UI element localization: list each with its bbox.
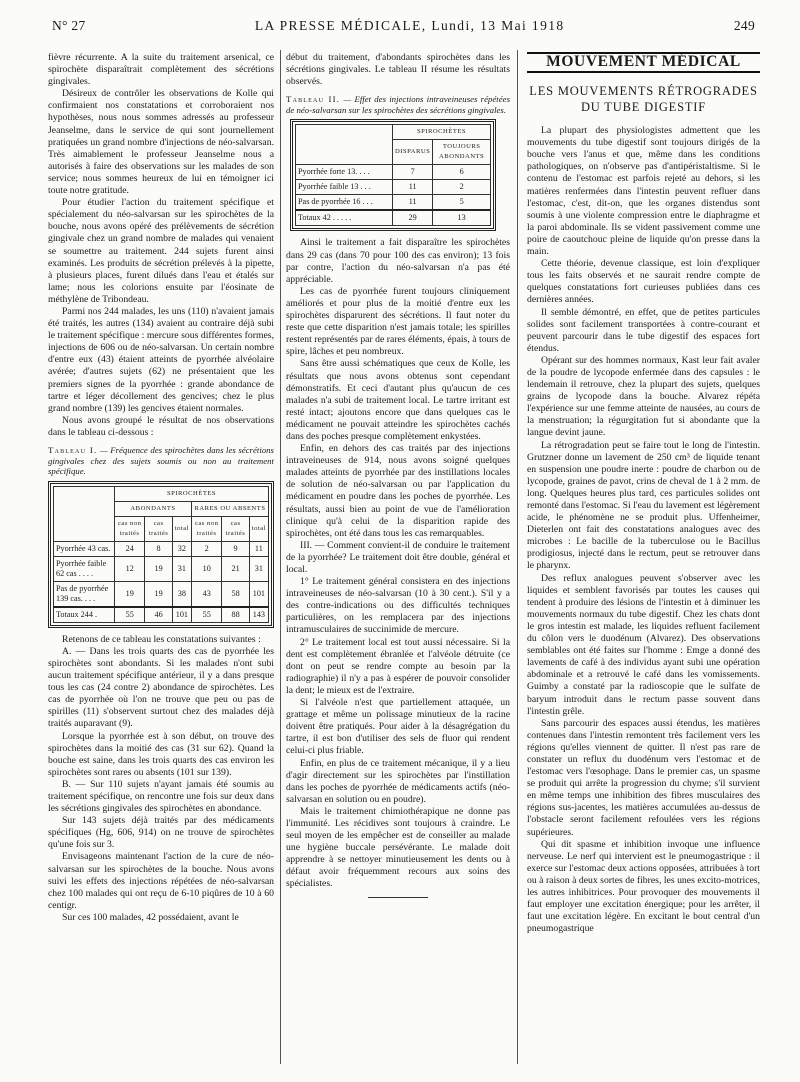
- cell: 5: [433, 195, 491, 211]
- table-1-col-header: cas non traités: [191, 516, 221, 541]
- cell: 31: [249, 556, 268, 581]
- column-rule-1: [280, 50, 281, 1064]
- row-label: Totaux 42 . . . . .: [296, 210, 393, 226]
- table-1-group-header: SPIROCHÈTES: [115, 486, 269, 501]
- table-1-subheader-rare: RARES OU ABSENTS: [191, 501, 268, 516]
- table-1-col-header: total: [172, 516, 191, 541]
- cell: 13: [433, 210, 491, 226]
- page-header: [52, 18, 755, 36]
- paragraph: Pour étudier l'action du traitement spécifique et spécialement du néo-salvarsan sur les spirochètes de la bouche, nous avons opéré des prélèvements de sécrétion gingivale chez un grand nombre de malades qui venaient se soumettre au traitement. 244 sujets furent ainsi examinés. Les produits de sécrétion prélevés à la pipette, à plusieurs places, furent dilués dans l'eau et étalés sur lame; nous les colorions ensuite par l'éosinate de méthylène de Tribondeau.: [48, 197, 274, 305]
- table-2-frame: [290, 119, 496, 231]
- cell: 8: [145, 541, 172, 556]
- paragraph: Sur 143 sujets déjà traités par des médicaments spécifiques (Hg, 606, 914) on ne trouve de spirochètes qu'une fois sur 3.: [48, 815, 274, 851]
- paragraph: Opérant sur des hommes normaux, Kast leur fait avaler de la poudre de lycopode enfermée dans des capsules : le lendemain il retrouve, chez la plupart des sujets, quelques grains de lycopode dans la bouche. Alvarez répéta l'expérience sur une femme atteinte de nausées, au cours de la menstruation; la régurgitation fut si abondante que la langue devint jaune.: [527, 354, 760, 439]
- cell: 11: [249, 541, 268, 556]
- paragraph: début du traitement, d'abondants spirochètes dans les sécrétions gingivales. Le tableau II résume les résultats observés.: [286, 52, 510, 88]
- table-2-group-header: SPIROCHÈTES: [393, 125, 491, 140]
- cell: 88: [222, 607, 249, 623]
- table-row: [296, 180, 491, 195]
- table-1-subheader-abundant: ABONDANTS: [115, 501, 192, 516]
- paragraph: La rétrogradation peut se faire tout le long de l'intestin. Grutzner donne un lavement de 250 cm³ de liquide tenant en suspension une poudre inerte : poudre de charbon ou de lycopode, graines de pavot, crins de cheval de 1 à 2 mm. de long. Quelques heures plus tard, ces particules solides ont remonté dans l'estomac. Si l'eau du lavement est légèrement acide, le phénomène ne se produit plus. Uffenheimer, Dieterlen ont fait des constatations analogues avec des microbes : Le bacille de la tuberculose ou le Bacillus prodigiosus, injecté dans le rectum, peut se retrouver dans le pharynx.: [527, 439, 760, 572]
- paragraph: Cette théorie, devenue classique, est loin d'expliquer tous les faits observés et ne saurait rendre compte de quelques constatations fort curieuses publiées dans ces dernières années.: [527, 258, 760, 306]
- cell: 9: [222, 541, 249, 556]
- paragraph: fièvre récurrente. A la suite du traitement arsenical, ce spirochète disparaîtrait complètement des sécrétions gingivales.: [48, 52, 274, 88]
- table-1-col-header: total: [249, 516, 268, 541]
- paragraph: B. — Sur 110 sujets n'ayant jamais été soumis au traitement spécifique, on rencontre une fois sur deux dans les sécrétions gingivales des spirochètes en abondance.: [48, 778, 274, 815]
- row-label: Pyorrhée faible 13 . . .: [296, 180, 393, 195]
- cell: 46: [145, 607, 172, 623]
- table-1-label: Tableau I.: [48, 445, 98, 455]
- table-total-row: [54, 607, 269, 623]
- cell: 21: [222, 556, 249, 581]
- row-label: Totaux 244 .: [54, 607, 115, 623]
- table-1-col-header: cas traités: [145, 516, 172, 541]
- table-1-corner: [54, 486, 115, 541]
- table-2-caption: [286, 94, 510, 115]
- cell: 11: [393, 180, 433, 195]
- paragraph: Des reflux analogues peuvent s'observer avec les liquides et semblent favorisés par toutes les causes qui tendent à produire des lésions de l'intestin et à diminuer les mouvements normaux du tube digestif. Chez les chats dont le gros intestin est malade, les liquides refluent facilement du côlon vers le duodénum (Alvarez). Des observations semblables ont été faites sur l'homme : Emge a donné des lavements de café à des individus ayant subi une opération abdominale et a retrouvé le café dans les vomissements. Guimby a constaté par la radioscopie que le sulfate de baryum introduit dans le rectum passe souvent dans l'intestin grêle.: [527, 572, 760, 717]
- cell: 10: [191, 556, 221, 581]
- cell: 19: [145, 556, 172, 581]
- column-1: [48, 52, 274, 924]
- table-row: [54, 541, 269, 556]
- column-3: [527, 52, 760, 935]
- paragraph: III. — Comment convient-il de conduire le traitement de la pyorrhée? Le traitement doit être double, général et local.: [286, 539, 510, 575]
- row-label: Pyorrhée faible 62 cas . . . .: [54, 556, 115, 581]
- paragraph: Lorsque la pyorrhée est à son début, on trouve des spirochètes dans la moitié des cas (31 sur 62). Quand la bouche est saine, dans les trois quarts des cas environ les spirochètes sont rares ou absents (101 sur 139).: [48, 730, 274, 778]
- paragraph: La plupart des physiologistes admettent que les mouvements du tube digestif sont toujours dirigés de la bouche vers l'anus et que, même dans les conditions pathologiques, on n'observe pas d'antipéristaltisme. Si le contenu de l'estomac est parfois rejeté au dehors, si les matières renfermées dans l'intestin peuvent refluer dans l'estomac, c'est, dit-on, que les organes distendus sont soumis à une violente compression entre le diaphragme et la paroi abdominale. Ils se vident passivement comme une poire de caoutchouc pleine de liquide qu'on presse dans la main.: [527, 125, 760, 258]
- paragraph: Qui dit spasme et inhibition invoque une influence nerveuse. Le nerf qui intervient est le pneumogastrique : il exerce sur l'estomac deux actions opposées, attribuées à tort ou à raison à deux sortes de fibres, les unes excito-motrices, les autres inhibitrices. Pour provoquer des mouvements il faut employer une excitation énergique; pour les arrêter, il faut une excitation légère. En excitant le bout central d'un pneumogastrique: [527, 838, 760, 935]
- cell: 7: [393, 165, 433, 180]
- cell: 38: [172, 581, 191, 607]
- paragraph: Retenons de ce tableau les constatations suivantes :: [62, 633, 261, 645]
- table-row: [296, 195, 491, 211]
- paragraph: A. — Dans les trois quarts des cas de pyorrhée les spirochètes sont abondants. Si les malades n'ont subi aucun traitement spécifique antérieur, il y a dans presque tous les cas (24 contre 2) abondance de spirochètes. Les cas de pyorrhée où l'on ne trouve que peu ou pas de spirilles (11) s'observent surtout chez des malades déjà traités auparavant (9).: [48, 645, 274, 730]
- paragraph: Parmi nos 244 malades, les uns (110) n'avaient jamais été traités, les autres (134) avaient au contraire déjà subi le traitement spécifique : mercure sous différentes formes, injections de 606 ou de néo-salvarsan. Un certain nombre d'entre eux (43) étaient atteints de pyorrhée alvéolaire avérée; d'autres sujets (62) ne présentaient que les premiers signes de la pyorrhée : grande abondance de tartre et léger décollement des gencives; chez le plus grand nombre (139) les gencives étaient normales.: [48, 305, 274, 414]
- cell: 55: [115, 607, 145, 623]
- table-total-row: [296, 210, 491, 226]
- cell: 11: [393, 195, 433, 211]
- paragraph: Mais le traitement chimiothérapique ne donne pas l'immunité. Les récidives sont toujours à craindre. Le seul moyen de les empêcher est de conseiller au malade une hygiène buccale persévérante. Le malade doit apprendre à se nettoyer minutieusement les dents ou à défaut avoir fréquemment recours aux soins des spécialistes.: [286, 805, 510, 890]
- cell: 43: [191, 581, 221, 607]
- masthead-title: LA PRESSE MÉDICALE, Lundi, 13 Mai 1918: [254, 18, 565, 33]
- table-2-caption-text: — Effet des injections intraveineuses répétées de néo-salvarsan sur les spirochètes des sécrétions gingivales.: [286, 94, 510, 115]
- cell: 19: [145, 581, 172, 607]
- table-1-caption-text: — Fréquence des spirochètes dans les sécrétions gingivales chez des sujets soumis ou non au traitement spécifique.: [48, 445, 274, 477]
- section-heading: MOUVEMENT MÉDICAL: [527, 52, 760, 73]
- paragraph: Il semble démontré, en effet, que de petites particules solides sont facilement transportées à contre-courant et peuvent parcourir dans le tube digestif des espaces fort étendus.: [527, 306, 760, 354]
- cell: 12: [115, 556, 145, 581]
- paragraph: 2° Le traitement local est tout aussi nécessaire. Si la dent est complètement ébranlée et l'alvéole détruite (ce dont on peut se rendre compte au besoin par la radiographie) il n'y a pas à espérer de pouvoir consolider la dent; le mieux est de l'extraire.: [286, 636, 510, 696]
- paragraph: Enfin, en dehors des cas traités par des injections intraveineuses de 914, nous avons soigné quelques malades atteints de pyorrhée par des instillations locales de solution de néo-salvarsan ou par l'application du médicament en poudre dans les poches de pyorrhée. Les résultats, aussi bien au point de vue de l'amélioration clinique qu'à celui de la disparition rapide des spirochètes, ont été dans tous les cas remarquables.: [286, 443, 510, 539]
- row-label: Pyorrhée 43 cas.: [54, 541, 115, 556]
- table-2: [295, 124, 491, 226]
- column-2: [286, 52, 510, 904]
- paragraph: Enfin, en plus de ce traitement mécanique, il y a lieu d'agir directement sur les spirochètes par l'instillation dans les poches de pyorrhée de médicaments actifs (néo-salvarsan en solution ou en poudre).: [286, 757, 510, 805]
- paragraph: Si l'alvéole n'est que partiellement attaquée, un grattage et même un polissage minutieux de la racine doivent être pratiqués. Pour aider à la désagrégation du tartre, il est bon d'utiliser des sels de fluor qui rendent celui-ci plus friable.: [286, 697, 510, 757]
- column-rule-2: [517, 50, 518, 1064]
- cell: 143: [249, 607, 268, 623]
- table-row: [54, 556, 269, 581]
- table-2-col-header: TOUJOURS ABONDANTS: [433, 140, 491, 165]
- cell: 55: [191, 607, 221, 623]
- issue-number: N° 27: [52, 18, 86, 33]
- cell: 32: [172, 541, 191, 556]
- cell: 2: [433, 180, 491, 195]
- paragraph: Envisageons maintenant l'action de la cure de néo-salvarsan sur les spirochètes de la bouche. Nous avons suivi les effets des injections répétées de néo-salvarsan chez 100 malades qui ont reçu de 6-10 piqûres de 10 à 60 centigr.: [48, 851, 274, 911]
- article-title: LES MOUVEMENTS RÉTROGRADES DU TUBE DIGESTIF: [529, 84, 758, 115]
- paragraph: Sans être aussi schématiques que ceux de Kolle, les résultats que nous avons obtenus sont cependant démonstratifs. Et ceci d'autant plus qu'aucun de ces malades n'a subi de traitement local. Le tartre irritant est resté intact; ajoutons encore que dans quelques cas le médicament ne pouvait atteindre les spirochètes cachés dans des poches presque complètement enkystées.: [286, 358, 510, 442]
- table-2-corner: [296, 125, 393, 165]
- cell: 19: [115, 581, 145, 607]
- row-label: Pyorrhée forte 13. . . .: [296, 165, 393, 180]
- cell: 101: [249, 581, 268, 607]
- paragraph: Les cas de pyorrhée furent toujours cliniquement améliorés et pour plus de la moitié d'entre eux les spirochètes disparurent des sécrétions. Il faut noter du reste que cette disparition n'est jamais totale; les spirilles restent représentés par de rares éléments, épais, à tours de spire, lâches et peu nombreux.: [286, 285, 510, 358]
- table-row: [296, 165, 491, 180]
- paragraph: Désireux de contrôler les observations de Kolle qui confirmaient nos constatations et corroboraient nos hypothèses, nous nous sommes adressés au professeur Jeanselme, dans le service de qui sont journellement pratiquées un grand nombre d'injections de néo-salvarsan. Très aimablement le professeur Jeanselme nous a autorisés à faire des observations sur les malades de son service; nous sommes heureux de lui en témoigner ici toute notre gratitude.: [48, 88, 274, 197]
- paragraph: Sans parcourir des espaces aussi étendus, les matières contenues dans l'intestin remontent très facilement vers les régions qu'elles viennent de quitter. Il n'est pas rare de constater un reflux du duodénum vers l'estomac et de l'estomac vers l'œsophage. Dans le premier cas, un spasme se produit qui arrête la progression du chyme; s'il survient en même temps une inhibition des fibres musculaires des régions sus-jacentes, les matières accumulées au-dessus de l'obstacle seront facilement refoulées vers les régions supérieures.: [527, 717, 760, 838]
- table-2-label: Tableau II.: [286, 94, 341, 105]
- paragraph: Sur ces 100 malades, 42 possédaient, avant le: [62, 911, 239, 923]
- cell: 29: [393, 210, 433, 226]
- row-label: Pas de pyorrhée 139 cas. . . .: [54, 581, 115, 607]
- row-label: Pas de pyorrhée 16 . . .: [296, 195, 393, 211]
- cell: 101: [172, 607, 191, 623]
- end-rule: [368, 897, 428, 898]
- table-2-col-header: DISPARUS: [393, 140, 433, 165]
- paragraph: 1° Le traitement général consistera en des injections intraveineuses de néo-salvarsan (10 à 30 cent.). S'il y a des contre-indications ou des difficultés techniques particulières, on les remplacera par des injections intramusculaires de succinimide de mercure.: [286, 576, 510, 636]
- cell: 58: [222, 581, 249, 607]
- table-1-frame: [48, 481, 274, 628]
- table-row: [54, 581, 269, 607]
- table-1-caption: [48, 445, 274, 477]
- paragraph: Nous avons groupé le résultat de nos observations dans le tableau ci-dessous :: [48, 414, 274, 438]
- paragraph: Ainsi le traitement a fait disparaître les spirochètes dans 29 cas (dans 70 pour 100 des cas environ); 13 fois par contre, l'action du néo-salvarsan n'a pas été appréciable.: [286, 237, 510, 285]
- page-number: 249: [733, 18, 755, 33]
- cell: 6: [433, 165, 491, 180]
- cell: 24: [115, 541, 145, 556]
- table-1: [53, 486, 269, 623]
- cell: 2: [191, 541, 221, 556]
- table-1-col-header: cas traités: [222, 516, 249, 541]
- table-1-col-header: cas non traités: [115, 516, 145, 541]
- cell: 31: [172, 556, 191, 581]
